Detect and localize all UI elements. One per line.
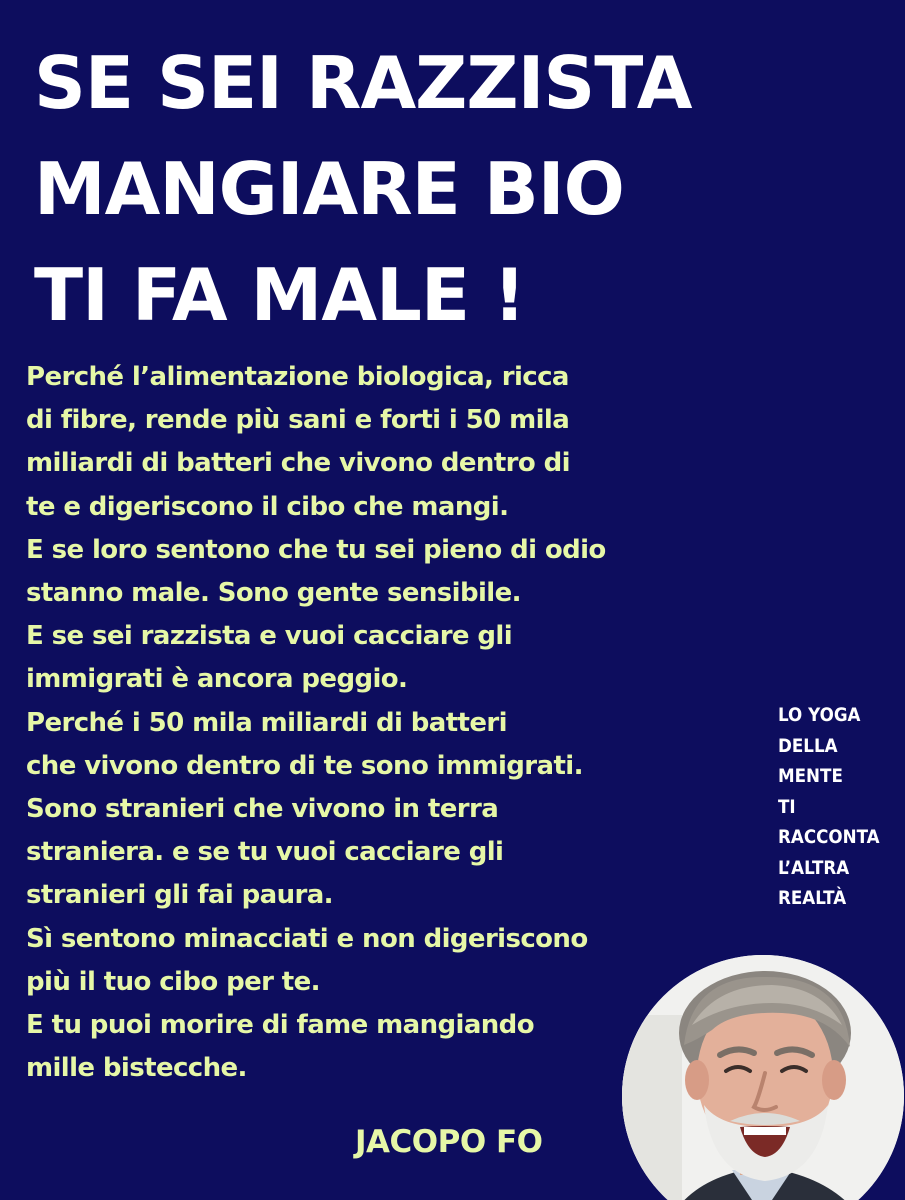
side-note-line: TI [778,795,796,818]
headline [34,30,691,348]
headline-line: TI FA MALE ! [34,253,526,337]
side-note-line: REALTÀ [778,887,847,909]
headline-line: MANGIARE BIO [34,147,624,231]
body-line: di fibre, rende più sani e forti i 50 mila [26,405,570,436]
side-note-line: RACCONTA [778,826,880,848]
side-note-line: L’ALTRA [778,856,850,879]
body-line: immigrati è ancora peggio. [26,664,408,695]
headline-line: SE SEI RAZZISTA [34,41,692,125]
side-note [778,700,880,914]
side-note-line: MENTE [778,765,843,787]
body-line: E se loro sentono che tu sei pieno di odio [26,534,606,565]
body-line: Sì sentono minacciati e non digeriscono [26,923,588,954]
body-line: miliardi di batteri che vivono dentro di [26,448,570,479]
body-line: E se sei razzista e vuoi cacciare gli [26,621,513,652]
author-name: JACOPO FO [355,1124,543,1160]
body-text [26,356,606,1090]
body-line: stranieri gli fai paura. [26,880,333,911]
portrait-photo-icon [622,955,904,1200]
body-line: più il tuo cibo per te. [26,966,320,997]
side-note-line: LO YOGA [778,704,861,726]
body-line: stanno male. Sono gente sensibile. [26,578,521,609]
author-portrait [622,955,904,1200]
side-note-line: DELLA [778,734,838,757]
body-line: Sono stranieri che vivono in terra [26,794,499,825]
body-line: Perché l’alimentazione biologica, ricca [26,362,569,392]
body-line: mille bistecche. [26,1053,247,1084]
body-line: che vivono dentro di te sono immigrati. [26,750,583,781]
body-line: te e digeriscono il cibo che mangi. [26,491,509,522]
body-line: straniera. e se tu vuoi cacciare gli [26,837,504,868]
body-line: Perché i 50 mila miliardi di batteri [26,707,507,738]
body-line: E tu puoi morire di fame mangiando [26,1010,534,1041]
